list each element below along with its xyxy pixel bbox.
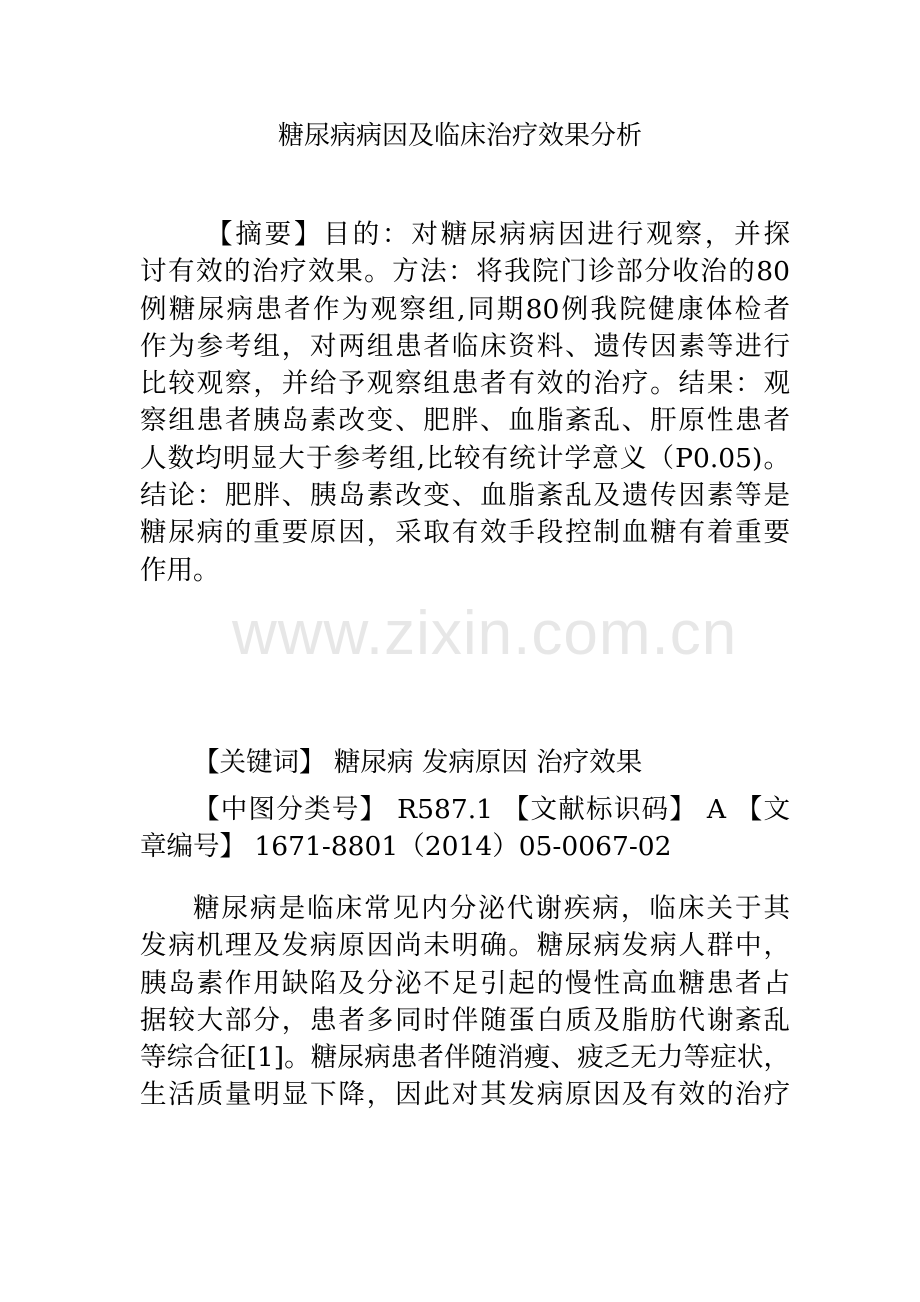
keywords-paragraph xyxy=(140,744,790,781)
abstract-line: 察组患者胰岛素改变、肥胖、血脂紊乱、肝原性患者 xyxy=(140,405,790,437)
abstract-line: 讨有效的治疗效果。方法：将我院门诊部分收治的80 xyxy=(140,256,790,288)
watermark: www.zixin.com.cn xyxy=(232,599,738,668)
body-line: 等综合征[1]。糖尿病患者伴随消瘦、疲乏无力等症状， xyxy=(140,1042,790,1074)
body-paragraph xyxy=(140,890,790,1114)
abstract-line: 【摘要】目的：对糖尿病病因进行观察，并探 xyxy=(206,219,790,250)
body-line: 据较大部分，患者多同时伴随蛋白质及脂肪代谢紊乱 xyxy=(140,1004,790,1036)
abstract-line: 例糖尿病患者作为观察组,同期80例我院健康体检者 xyxy=(140,293,790,325)
classification-paragraph xyxy=(140,791,790,866)
body-line: 胰岛素作用缺陷及分泌不足引起的慢性高血糖患者占 xyxy=(140,967,790,999)
abstract-line: 作为参考组，对两组患者临床资料、遗传因素等进行 xyxy=(140,330,790,362)
abstract-line: 糖尿病的重要原因，采取有效手段控制血糖有着重要 xyxy=(140,517,790,549)
abstract-line: 人数均明显大于参考组,比较有统计学意义（P0.05)。 xyxy=(140,442,790,474)
abstract-paragraph xyxy=(140,216,790,589)
body-line: 生活质量明显下降，因此对其发病原因及有效的治疗 xyxy=(140,1079,790,1111)
body-line: 发病机理及发病原因尚未明确。糖尿病发病人群中， xyxy=(140,930,790,962)
document-title: 糖尿病病因及临床治疗效果分析 xyxy=(277,121,642,151)
abstract-line: 比较观察，并给予观察组患者有效的治疗。结果：观 xyxy=(140,368,790,400)
abstract-line: 结论：肥胖、胰岛素改变、血脂紊乱及遗传因素等是 xyxy=(140,480,790,512)
body-line: 糖尿病是临床常见内分泌代谢疾病，临床关于其 xyxy=(193,893,790,924)
classification-line: 章编号】 1671-8801（2014）05-0067-02 xyxy=(140,831,672,863)
keywords-line: 【关键词】 糖尿病 发病原因 治疗效果 xyxy=(193,747,643,778)
classification-line: 【中图分类号】 R587.1 【文献标识码】 A 【文 xyxy=(193,794,790,825)
abstract-line: 作用。 xyxy=(140,554,220,586)
